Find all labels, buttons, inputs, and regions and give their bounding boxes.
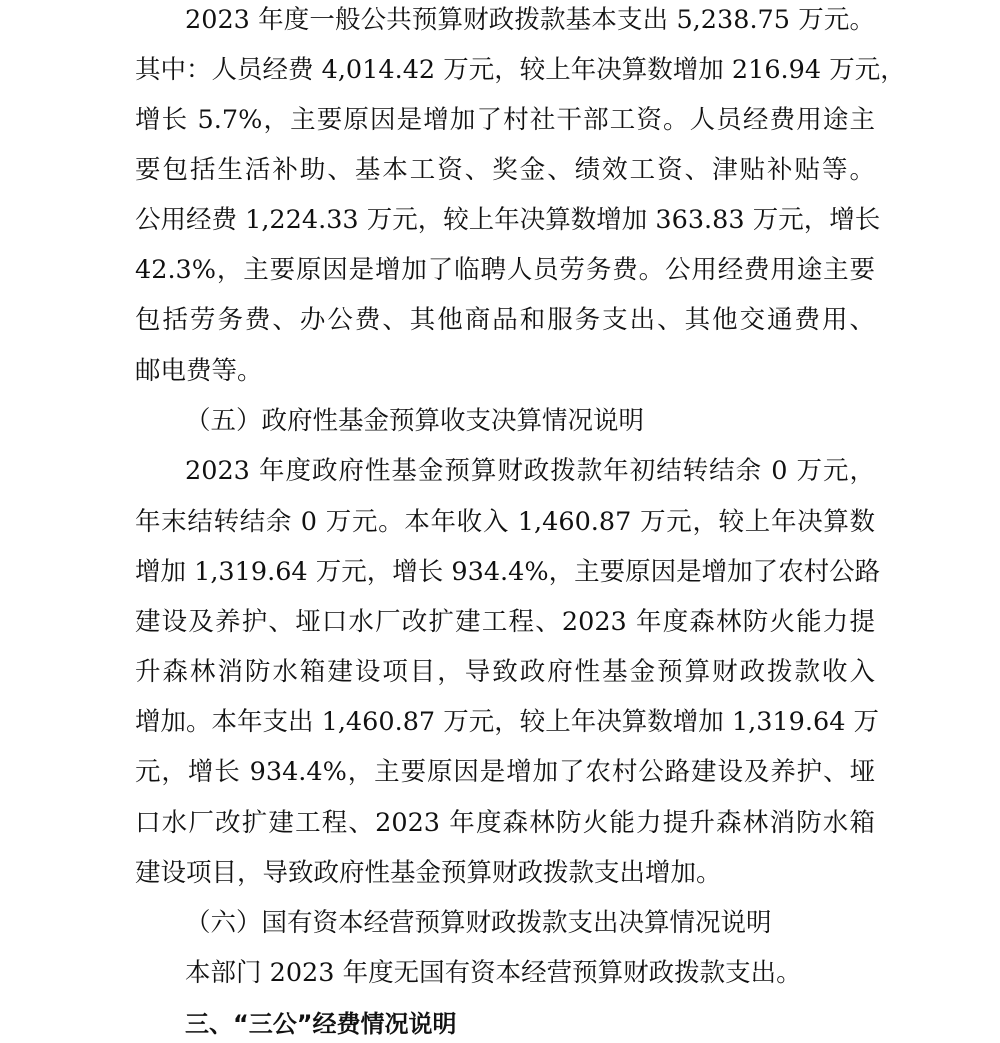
section-heading-6: （六）国有资本经营预算财政拨款支出决算情况说明 (185, 908, 772, 938)
paragraph-2-line-8: 口水厂改扩建工程、2023 年度森林防火能力提升森林消防水箱 (135, 808, 875, 838)
paragraph-2-line-5: 升森林消防水箱建设项目，导致政府性基金预算财政拨款收入 (135, 657, 875, 687)
paragraph-1-line-7: 包括劳务费、办公费、其他商品和服务支出、其他交通费用、 (135, 305, 875, 335)
paragraph-2-line-1: 2023 年度政府性基金预算财政拨款年初结转结余 0 万元， (185, 456, 875, 486)
paragraph-1-line-2: 其中：人员经费 4,014.42 万元，较上年决算数增加 216.94 万元， (135, 55, 906, 85)
paragraph-2-line-3: 增加 1,319.64 万元，增长 934.4%，主要原因是增加了农村公路 (135, 557, 881, 587)
section-heading-3: 三、“三公”经费情况说明 (185, 1010, 457, 1038)
paragraph-1-line-3: 增长 5.7%，主要原因是增加了村社干部工资。人员经费用途主 (135, 105, 875, 135)
paragraph-2-line-2: 年末结转结余 0 万元。本年收入 1,460.87 万元，较上年决算数 (135, 507, 875, 537)
paragraph-2-line-7: 元，增长 934.4%，主要原因是增加了农村公路建设及养护、垭 (135, 757, 875, 787)
paragraph-2-line-4: 建设及养护、垭口水厂改扩建工程、2023 年度森林防火能力提 (135, 607, 875, 637)
paragraph-1-line-8: 邮电费等。 (135, 356, 263, 386)
paragraph-1-line-5: 公用经费 1,224.33 万元，较上年决算数增加 363.83 万元，增长 (135, 205, 881, 235)
paragraph-3: 本部门 2023 年度无国有资本经营预算财政拨款支出。 (185, 958, 802, 988)
paragraph-2-line-9: 建设项目，导致政府性基金预算财政拨款支出增加。 (135, 858, 722, 888)
paragraph-2-line-6: 增加。本年支出 1,460.87 万元，较上年决算数增加 1,319.64 万 (135, 707, 880, 737)
section-heading-5: （五）政府性基金预算收支决算情况说明 (185, 406, 645, 436)
paragraph-1-line-6: 42.3%，主要原因是增加了临聘人员劳务费。公用经费用途主要 (135, 255, 875, 285)
paragraph-1-line-1: 2023 年度一般公共预算财政拨款基本支出 5,238.75 万元。 (185, 5, 875, 35)
paragraph-1-line-4: 要包括生活补助、基本工资、奖金、绩效工资、津贴补贴等。 (135, 155, 875, 185)
